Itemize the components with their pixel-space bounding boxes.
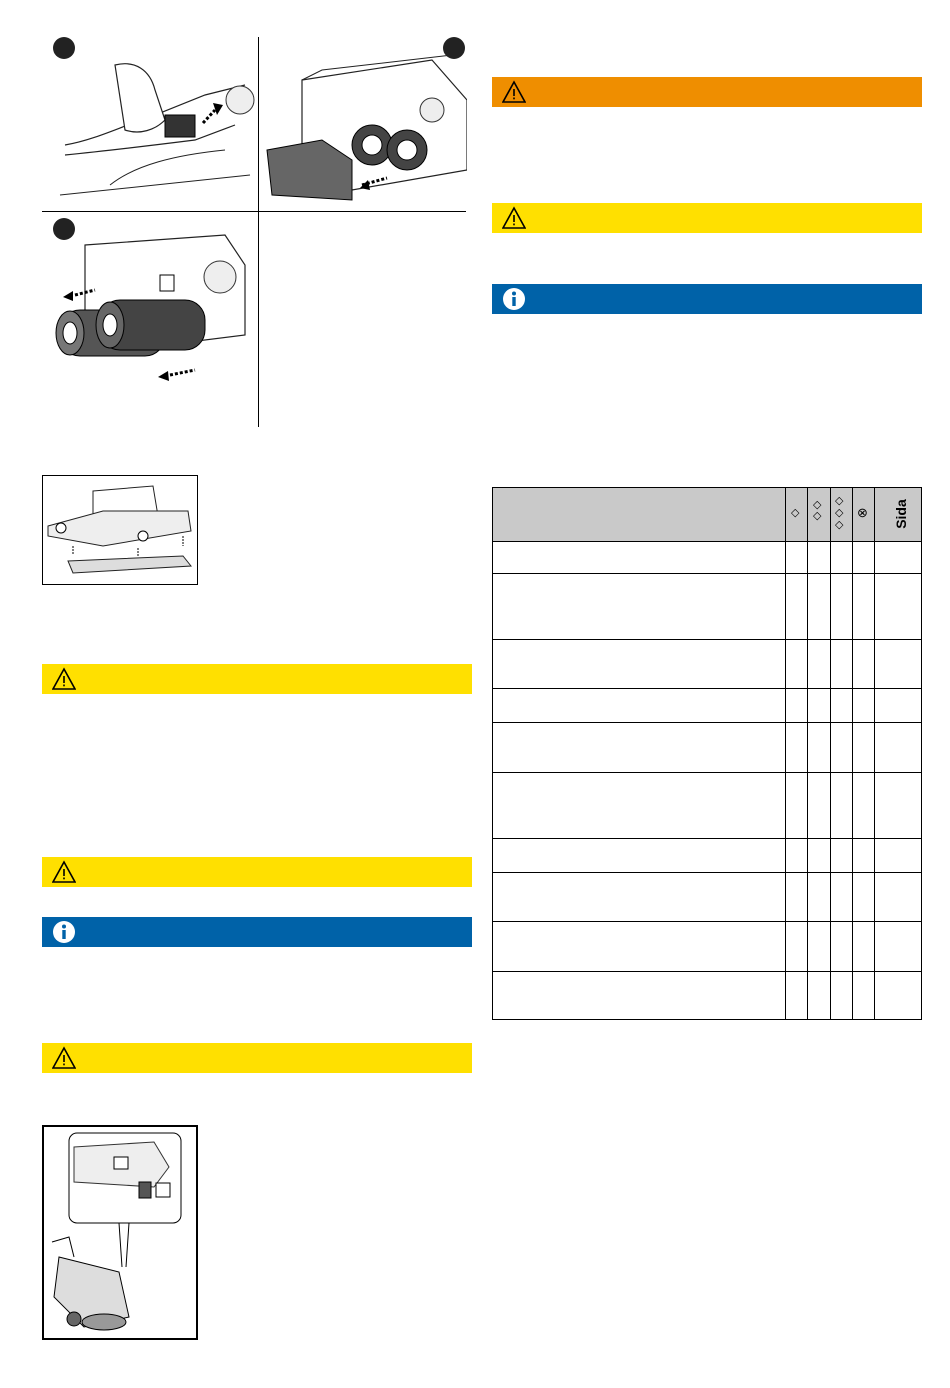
- table-cell: [852, 574, 853, 640]
- table-row: [493, 639, 921, 689]
- table-cell: [830, 723, 831, 773]
- table-row: [493, 573, 921, 640]
- table-row: [493, 541, 921, 574]
- table-cell: [830, 542, 831, 574]
- info-icon: [52, 920, 76, 944]
- table-cell: [807, 640, 808, 689]
- table-cell: [785, 972, 786, 1020]
- table-cell: [874, 574, 875, 640]
- table-cell: [785, 542, 786, 574]
- info-icon: [502, 287, 526, 311]
- table-row: [493, 722, 921, 773]
- warning-bar-left-2: [42, 857, 472, 887]
- table-row: [493, 872, 921, 922]
- table-cell: [852, 839, 853, 873]
- table-cell: [874, 542, 875, 574]
- header-symbol-weekly: ◇ ◇: [813, 499, 822, 522]
- warning-triangle-icon: [502, 80, 526, 104]
- scrubber-machine-illustration: [44, 1127, 196, 1338]
- table-cell: [852, 922, 853, 972]
- warning-triangle-icon: [52, 1046, 76, 1070]
- table-cell: [807, 574, 808, 640]
- header-symbol-daily: ◇: [791, 507, 800, 519]
- warning-bar-left-1: [42, 664, 472, 694]
- table-cell: [807, 922, 808, 972]
- table-header: [493, 488, 921, 541]
- table-cell: [852, 972, 853, 1020]
- table-row: [493, 688, 921, 723]
- warning-triangle-icon: [502, 206, 526, 230]
- table-cell: [807, 723, 808, 773]
- header-cell-daily: [785, 488, 808, 541]
- table-cell: [852, 542, 853, 574]
- table-cell: [807, 839, 808, 873]
- table-cell: [830, 574, 831, 640]
- table-row: [493, 838, 921, 873]
- table-cell: [830, 839, 831, 873]
- warning-triangle-icon: [52, 667, 76, 691]
- header-symbol-service: ⊗: [857, 505, 868, 520]
- table-cell: [874, 839, 875, 873]
- brush-rollers-removal-illustration: [45, 215, 255, 390]
- table-cell: [874, 689, 875, 723]
- table-cell: [874, 922, 875, 972]
- header-symbol-monthly: ◇ ◇ ◇: [835, 495, 844, 531]
- table-cell: [852, 873, 853, 922]
- warning-bar-right-yellow: [492, 203, 922, 233]
- table-cell: [785, 574, 786, 640]
- table-cell: [807, 773, 808, 839]
- table-cell: [785, 773, 786, 839]
- table-cell: [785, 839, 786, 873]
- table-cell: [785, 922, 786, 972]
- pad-holder-figure: [42, 475, 198, 585]
- grid-divider-vertical: [258, 37, 259, 427]
- grid-divider-horizontal: [42, 211, 466, 212]
- brush-cover-removal-illustration: [262, 40, 467, 208]
- table-cell: [830, 972, 831, 1020]
- table-cell: [874, 723, 875, 773]
- header-cell-monthly: [830, 488, 853, 541]
- pad-mounting-illustration: [43, 476, 197, 584]
- table-cell: [852, 723, 853, 773]
- header-cell-service: [852, 488, 875, 541]
- warning-bar-right-orange: [492, 77, 922, 107]
- table-cell: [785, 723, 786, 773]
- table-cell: [874, 640, 875, 689]
- page-column-label: Sida: [893, 499, 909, 529]
- table-cell: [852, 640, 853, 689]
- info-bar-right: [492, 284, 922, 314]
- table-cell: [807, 873, 808, 922]
- machine-detail-figure: [42, 1125, 198, 1340]
- table-cell: [807, 972, 808, 1020]
- table-cell: [830, 640, 831, 689]
- table-cell: [807, 689, 808, 723]
- table-cell: [830, 689, 831, 723]
- table-cell: [830, 873, 831, 922]
- table-cell: [807, 542, 808, 574]
- table-row: [493, 772, 921, 839]
- table-cell: [852, 689, 853, 723]
- table-cell: [874, 972, 875, 1020]
- table-row: [493, 971, 921, 1020]
- warning-bar-left-3: [42, 1043, 472, 1073]
- table-cell: [874, 773, 875, 839]
- maintenance-schedule-table: [492, 487, 922, 1020]
- table-cell: [852, 773, 853, 839]
- table-cell: [874, 873, 875, 922]
- info-bar-left: [42, 917, 472, 947]
- header-cell-weekly: [807, 488, 831, 541]
- brush-release-lever-illustration: [55, 45, 255, 200]
- table-cell: [830, 922, 831, 972]
- table-cell: [830, 773, 831, 839]
- table-cell: [785, 640, 786, 689]
- warning-triangle-icon: [52, 860, 76, 884]
- table-row: [493, 921, 921, 972]
- table-cell: [785, 873, 786, 922]
- table-cell: [785, 689, 786, 723]
